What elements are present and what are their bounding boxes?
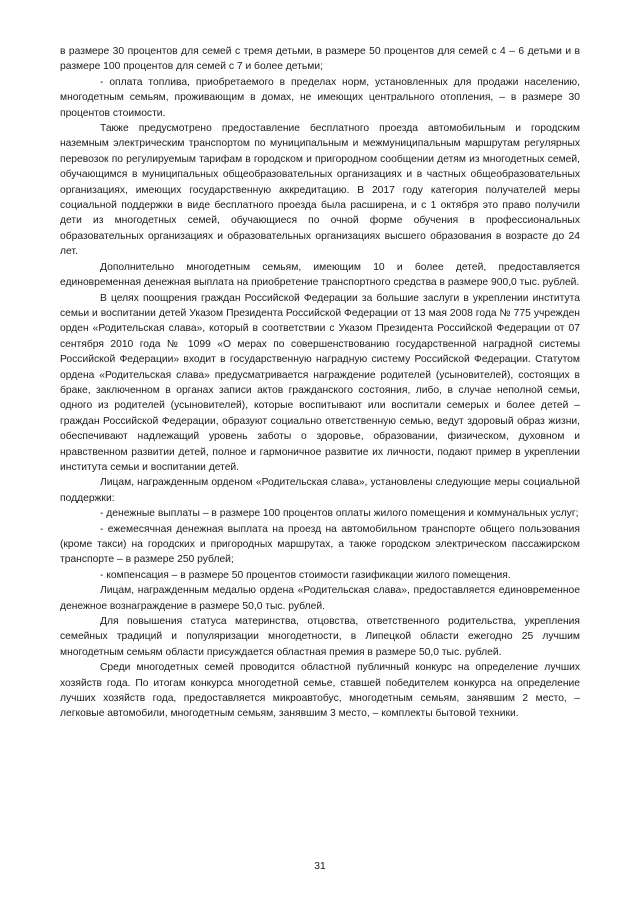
page-number: 31 <box>314 861 326 872</box>
paragraph-fuel-payment: - оплата топлива, приобретаемого в пределах норм, установленных для продажи населению, многодетным семьям, проживающим в домах, не имеющих центрального отопления, – в размере 30 процентов стоимости. <box>60 76 580 119</box>
paragraph-medal: Лицам, награжденным медалью ордена «Родительская слава», предоставляется единовременное денежное вознаграждение в размере 50,0 тыс. рублей. <box>60 585 580 612</box>
paragraph-continuation: в размере 30 процентов для семей с тремя детьми, в размере 50 процентов для семей с 4 – 6 детьми и в размере 100 процентов для семей с 7 и более детьми; <box>60 46 580 73</box>
paragraph-cash-payments: - денежные выплаты – в размере 100 процентов оплаты жилого помещения и коммунальных услуг; <box>100 508 579 520</box>
paragraph-gasification: - компенсация – в размере 50 процентов стоимости газификации жилого помещения. <box>100 569 511 581</box>
paragraph-order-support-intro: Лицам, награжденным орденом «Родительская слава», установлены следующие меры социальной поддержки: <box>60 477 580 504</box>
paragraph-free-travel: Также предусмотрено предоставление бесплатного проезда автомобильным и городским наземным электрическим транспортом по муниципальным и межмуниципальным маршрутам регулярных перевозок по регулируемым тарифам в городском и пригородном сообщении детям из многодетных семей, обучающимся в муниципальных общеобразовательных организациях и в частных общеобразовательных организациях, имеющих государственную аккредитацию. В 2017 году категория получателей меры социальной поддержки в виде бесплатного проезда была расширена, и с 1 октября это право получили дети из многодетных семей, обучающиеся по очной форме обучения в профессиональных образовательных организациях и образовательных организациях высшего образования в возрасте до 24 лет. <box>60 123 580 258</box>
paragraph-order-parental-glory: В целях поощрения граждан Российской Федерации за большие заслуги в укреплении института семьи и воспитании детей Указом Президента Российской Федерации от 13 мая 2008 года № 775 учрежден орден «Родительская слава», который в соответствии с Указом Президента Российской Федерации от 07 сентября 2010 года № 1099 «О мерах по совершенствованию государственной наградной системы Российской Федерации» входит в государственную наградную систему Российской Федерации. Статутом ордена «Родительская слава» предусматривается награждение родителей (усыновителей), состоящих в браке, заключенном в органах записи актов гражданского состояния, либо, в случае неполной семьи, одного из родителей (усыновителей), которые воспитывают или воспитали семерых и более детей – граждан Российской Федерации, образуют социально ответственную семью, ведут здоровый образ жизни, обеспечивают надлежащий уровень заботы о здоровье, образовании, физическом, духовном и нравственном развитии детей, полное и гармоничное развитие их личности, подают пример в укреплении института семьи и воспитании детей. <box>60 292 580 473</box>
paragraph-travel-payment: - ежемесячная денежная выплата на проезд на автомобильном транспорте общего пользования (кроме такси) на городских и пригородных маршрутах, а также городском электрическом пассажирском транспорте – в размере 250 рублей; <box>60 523 580 566</box>
paragraph-regional-prize: Для повышения статуса материнства, отцовства, ответственного родительства, укрепления семейных традиций и популяризации многодетности, в Липецкой области ежегодно 25 лучшим многодетным семьям области присуждается областная премия в размере 50,0 тыс. рублей. <box>60 616 580 658</box>
paragraph-vehicle-payment: Дополнительно многодетным семьям, имеющим 10 и более детей, предоставляется единовременная денежная выплата на приобретение транспортного средства в размере 900,0 тыс. рублей. <box>60 261 580 289</box>
paragraph-contest: Среди многодетных семей проводится областной публичный конкурс на определение лучших хозяйств года. По итогам конкурса многодетной семье, ставшей победителем конкурса на определение лучших хозяйств года, предоставляется микроавтобус, многодетным семьям, занявшим 2 место, – легковые автомобили, многодетным семьям, занявшим 3 место, – комплекты бытовой техники. <box>60 662 580 720</box>
document-page <box>60 44 580 722</box>
